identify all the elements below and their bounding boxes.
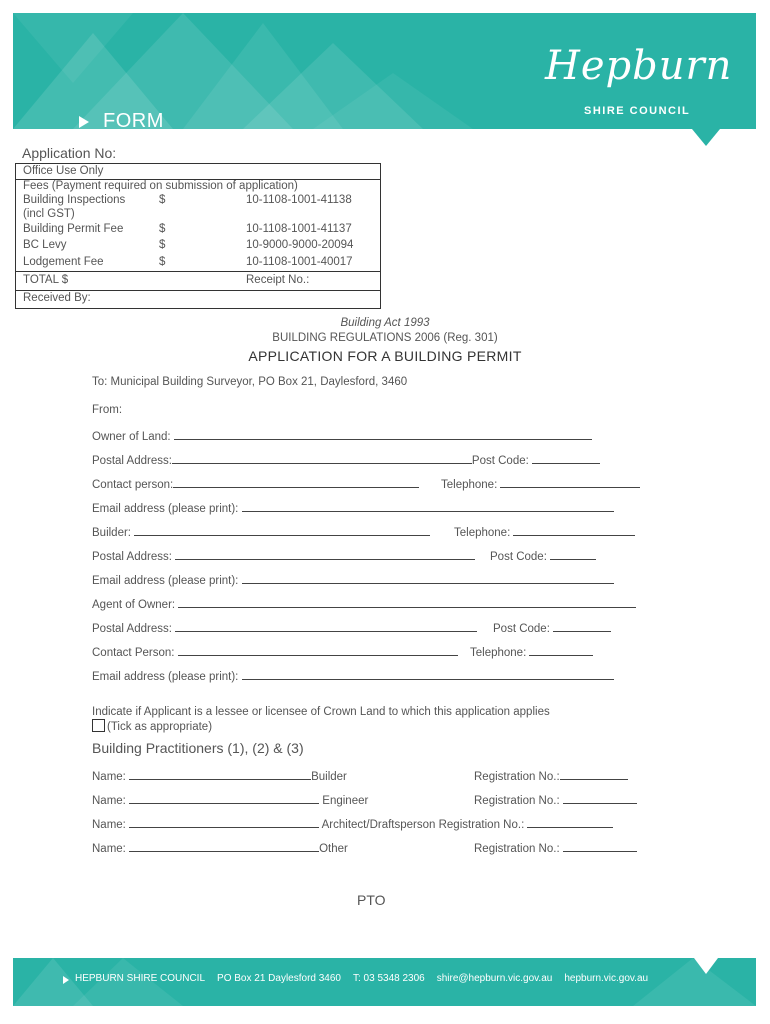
registration-label: Registration No.: [474, 843, 560, 855]
name-label: Name: [92, 771, 126, 783]
telephone-label: Telephone: [441, 479, 498, 491]
engineer-registration-input[interactable] [563, 792, 637, 804]
fee-currency: $ [159, 256, 166, 268]
post-code-label: Post Code: [490, 551, 547, 563]
registration-row [474, 792, 637, 807]
post-code-label: Post Code: [493, 623, 550, 635]
builder-label: Builder: [92, 527, 131, 539]
play-icon [63, 976, 69, 984]
footer-email-link[interactable]: shire@hepburn.vic.gov.au [436, 973, 553, 984]
footer-contact [63, 973, 660, 984]
footer-phone: T: 03 5348 2306 [353, 973, 425, 984]
registration-label: Registration No.: [438, 819, 525, 831]
postal-label: Postal Address: [92, 455, 172, 467]
crown-land-tick-row [92, 719, 212, 733]
other-name-input[interactable] [129, 840, 319, 852]
registration-label: Registration No.: [474, 771, 560, 783]
practitioner-role: Engineer [322, 795, 369, 807]
receipt-label: Receipt No.: [246, 274, 310, 286]
owner-contact-input[interactable] [173, 476, 419, 488]
fee-label-note: (incl GST) [23, 208, 75, 220]
owner-contact-row [92, 476, 419, 491]
fee-currency: $ [159, 194, 166, 206]
telephone-label: Telephone: [454, 527, 511, 539]
agent-email-input[interactable] [242, 668, 614, 680]
agent-row [92, 596, 636, 611]
office-use-title: Office Use Only [23, 165, 104, 177]
agent-post-code-row [493, 620, 611, 635]
footer-council: HEPBURN SHIRE COUNCIL [75, 973, 206, 984]
other-registration-input[interactable] [563, 840, 637, 852]
fee-label: Building Permit Fee [23, 223, 124, 235]
practitioner-role: Other [319, 843, 348, 855]
agent-contact-input[interactable] [178, 644, 458, 656]
agent-post-code-input[interactable] [553, 620, 611, 632]
practitioners-title: Building Practitioners (1), (2) & (3) [92, 740, 304, 756]
from-label: From: [92, 404, 123, 416]
email-label: Email address (please print): [92, 575, 239, 587]
fee-label: BC Levy [23, 239, 67, 251]
builder-postal-row [92, 548, 475, 563]
footer-website-link[interactable]: hepburn.vic.gov.au [564, 973, 649, 984]
builder-post-code-input[interactable] [550, 548, 596, 560]
header-banner [13, 13, 756, 129]
builder-input[interactable] [134, 524, 430, 536]
crown-land-checkbox[interactable] [92, 719, 105, 732]
header-notch [692, 129, 720, 146]
name-label: Name: [92, 795, 126, 807]
registration-row [474, 840, 637, 855]
to-line: To: Municipal Building Surveyor, PO Box 21, Daylesford, 3460 [92, 376, 408, 388]
fee-code: 10-1108-1001-40017 [246, 256, 353, 268]
fee-label: Building Inspections [23, 194, 126, 206]
agent-postal-input[interactable] [175, 620, 477, 632]
builder-post-code-row [490, 548, 596, 563]
name-label: Name: [92, 843, 126, 855]
owner-post-code-input[interactable] [532, 452, 600, 464]
agent-contact-row [92, 644, 458, 659]
tick-note: (Tick as appropriate) [107, 721, 213, 733]
office-use-box [15, 163, 381, 309]
engineer-name-input[interactable] [129, 792, 319, 804]
architect-name-input[interactable] [129, 816, 319, 828]
fee-label: Lodgement Fee [23, 256, 104, 268]
builder-telephone-row [454, 524, 635, 539]
act-title: Building Act 1993 [340, 317, 430, 329]
council-logo-name: Hepburn [545, 43, 733, 89]
crown-land-text: Indicate if Applicant is a lessee or licensee of Crown Land to which this application applies [92, 706, 550, 718]
form-label [79, 110, 164, 129]
agent-input[interactable] [178, 596, 636, 608]
council-logo-subtitle: SHIRE COUNCIL [584, 105, 691, 117]
builder-registration-input[interactable] [560, 768, 628, 780]
practitioner-row [92, 792, 368, 807]
form-label-text: FORM [103, 110, 164, 129]
received-by-label: Received By: [23, 292, 91, 304]
owner-label: Owner of Land: [92, 431, 171, 443]
builder-telephone-input[interactable] [513, 524, 635, 536]
owner-email-input[interactable] [242, 500, 614, 512]
email-label: Email address (please print): [92, 503, 239, 515]
footer-address: PO Box 21 Daylesford 3460 [217, 973, 341, 984]
practitioner-role: Builder [311, 771, 347, 783]
registration-row [474, 768, 628, 783]
page-title: APPLICATION FOR A BUILDING PERMIT [248, 348, 522, 364]
registration-label: Registration No.: [474, 795, 560, 807]
builder-postal-input[interactable] [175, 548, 475, 560]
owner-telephone-row [441, 476, 640, 491]
agent-telephone-row [470, 644, 593, 659]
builder-email-row [92, 572, 614, 587]
postal-label: Postal Address: [92, 623, 172, 635]
divider [16, 290, 380, 291]
practitioner-role: Architect/Draftsperson [321, 819, 436, 831]
owner-postal-input[interactable] [172, 452, 472, 464]
builder-email-input[interactable] [242, 572, 614, 584]
owner-telephone-input[interactable] [500, 476, 640, 488]
pto-label: PTO [357, 892, 386, 908]
fees-note: Fees (Payment required on submission of application) [23, 180, 298, 192]
email-label: Email address (please print): [92, 671, 239, 683]
regulations-title: BUILDING REGULATIONS 2006 (Reg. 301) [272, 332, 498, 344]
footer-banner [13, 958, 756, 1006]
builder-name-input[interactable] [129, 768, 311, 780]
practitioner-row [92, 840, 348, 855]
builder-row [92, 524, 430, 539]
fee-code: 10-1108-1001-41137 [246, 223, 352, 235]
owner-email-row [92, 500, 614, 515]
footer-notch [694, 958, 718, 974]
application-no-label: Application No: [22, 145, 117, 161]
fee-currency: $ [159, 223, 166, 235]
telephone-label: Telephone: [470, 647, 527, 659]
agent-postal-row [92, 620, 477, 635]
total-label: TOTAL $ [23, 274, 69, 286]
fee-code: 10-9000-9000-20094 [246, 239, 354, 251]
contact-person-label: Contact person: [92, 479, 174, 491]
contact-person-label: Contact Person: [92, 647, 175, 659]
agent-email-row [92, 668, 614, 683]
owner-postal-row [92, 452, 600, 467]
postal-label: Postal Address: [92, 551, 172, 563]
owner-row [92, 428, 592, 443]
practitioner-row [92, 768, 347, 783]
agent-telephone-input[interactable] [529, 644, 593, 656]
divider [16, 271, 380, 272]
owner-input[interactable] [174, 428, 592, 440]
agent-label: Agent of Owner: [92, 599, 176, 611]
name-label: Name: [92, 819, 126, 831]
play-icon [79, 116, 89, 128]
fee-currency: $ [159, 239, 166, 251]
architect-registration-input[interactable] [527, 816, 613, 828]
post-code-label: Post Code: [471, 455, 529, 467]
practitioner-row [92, 816, 613, 831]
fee-code: 10-1108-1001-41138 [246, 194, 352, 206]
